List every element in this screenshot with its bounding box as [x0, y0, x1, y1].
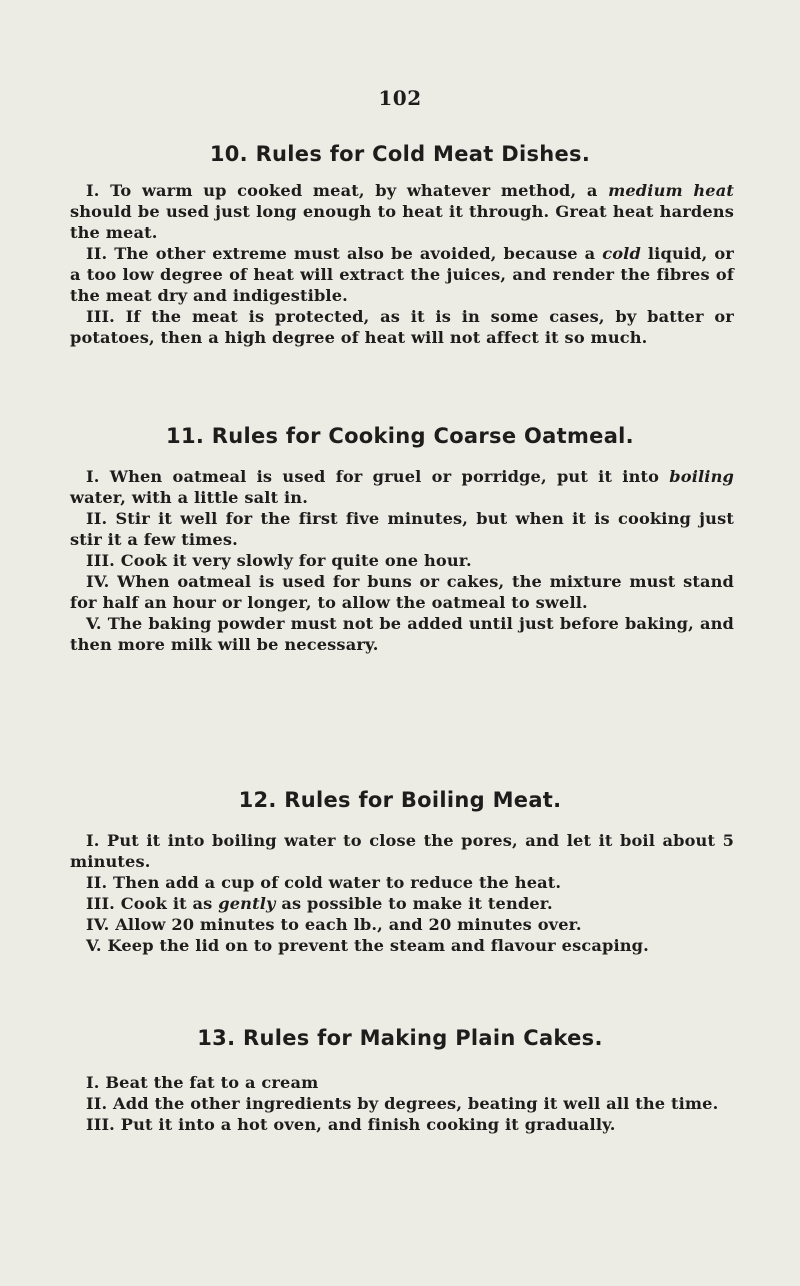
rule-item: II. Then add a cup of cold water to reduce the heat.: [86, 873, 562, 892]
section-heading-cold-meat: 10. Rules for Cold Meat Dishes.: [209, 142, 591, 166]
section-heading-boiling-meat: 12. Rules for Boiling Meat.: [238, 788, 562, 812]
rule-item: II. Add the other ingredients by degrees, beating it well all the time.: [86, 1094, 719, 1113]
rule-item: II. The other extreme must also be avoided, because a cold liquid, or a too low degree of heat will extract the juices, and render the fibres of the meat dry and indigestible.: [70, 244, 734, 305]
rule-item: I. When oatmeal is used for gruel or porridge, put it into boiling water, with a little salt in.: [70, 467, 734, 507]
rules-list-oatmeal: [70, 466, 734, 655]
rules-list-plain-cakes: [70, 1072, 734, 1135]
rule-item: III. Put it into a hot oven, and finish cooking it gradually.: [86, 1115, 616, 1134]
page-number: 102: [378, 86, 422, 110]
rule-item: V. The baking powder must not be added until just before baking, and then more milk will be necessary.: [70, 614, 734, 654]
rule-item: III. Cook it very slowly for quite one hour.: [86, 551, 472, 570]
rule-item: IV. Allow 20 minutes to each lb., and 20 minutes over.: [86, 915, 582, 934]
rule-item: IV. When oatmeal is used for buns or cakes, the mixture must stand for half an hour or longer, to allow the oatmeal to swell.: [70, 572, 734, 612]
section-heading-oatmeal: 11. Rules for Cooking Coarse Oatmeal.: [166, 424, 634, 448]
rule-item: II. Stir it well for the first five minutes, but when it is cooking just stir it a few times.: [70, 509, 734, 549]
rule-item: I. Put it into boiling water to close the pores, and let it boil about 5 minutes.: [70, 831, 734, 871]
rules-list-cold-meat: [70, 180, 734, 348]
rule-item: III. If the meat is protected, as it is in some cases, by batter or potatoes, then a high degree of heat will not affect it so much.: [70, 307, 734, 347]
rules-list-boiling-meat: [70, 830, 734, 956]
rule-item: I. To warm up cooked meat, by whatever method, a medium heat should be used just long enough to heat it through. Great heat hardens the meat.: [70, 181, 734, 242]
rule-item: I. Beat the fat to a cream: [86, 1073, 319, 1092]
section-heading-plain-cakes: 13. Rules for Making Plain Cakes.: [197, 1026, 603, 1050]
rule-item: V. Keep the lid on to prevent the steam and flavour escaping.: [86, 936, 649, 955]
rule-item: III. Cook it as gently as possible to make it tender.: [86, 894, 553, 913]
